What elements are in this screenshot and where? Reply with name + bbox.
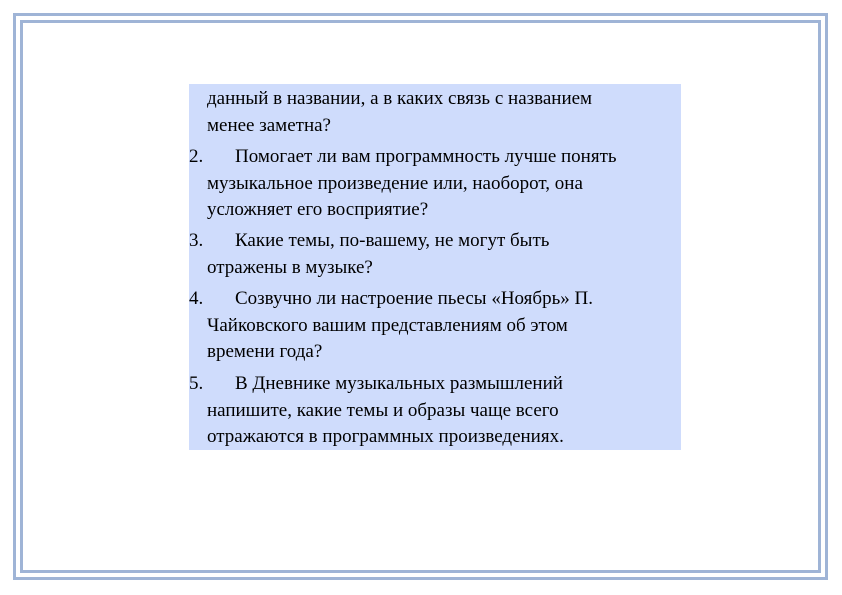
item-line: Помогает ли вам программность лучше понять: [235, 146, 617, 167]
question-item-5: [189, 371, 669, 451]
question-list-box: [189, 84, 681, 450]
item-line: времени года?: [207, 341, 323, 362]
item-line: отражены в музыке?: [207, 256, 373, 278]
item-number: 4.: [189, 288, 204, 309]
question-1-continuation: [207, 86, 592, 139]
question-item-4: [189, 286, 669, 366]
item-line: Созвучно ли настроение пьесы «Ноябрь» П.: [235, 288, 593, 309]
continuation-line: данный в названии, а в каких связь с названием: [207, 88, 593, 109]
item-number: 5.: [189, 373, 204, 394]
item-line: напишите, какие темы и образы чаще всего: [207, 399, 559, 421]
item-line: музыкальное произведение или, наоборот, она: [207, 172, 583, 194]
item-line: отражаются в программных произведениях.: [207, 426, 564, 447]
question-item-3: [189, 228, 669, 281]
item-line: Какие темы, по-вашему, не могут быть: [235, 230, 550, 251]
item-line: усложняет его восприятие?: [207, 199, 429, 220]
item-number: 3.: [189, 230, 204, 251]
item-line: Чайковского вашим представлениям об этом: [207, 314, 568, 336]
item-line: В Дневнике музыкальных размышлений: [235, 373, 563, 394]
question-item-2: [189, 144, 669, 224]
continuation-line: менее заметна?: [207, 114, 331, 136]
item-number: 2.: [189, 146, 204, 167]
